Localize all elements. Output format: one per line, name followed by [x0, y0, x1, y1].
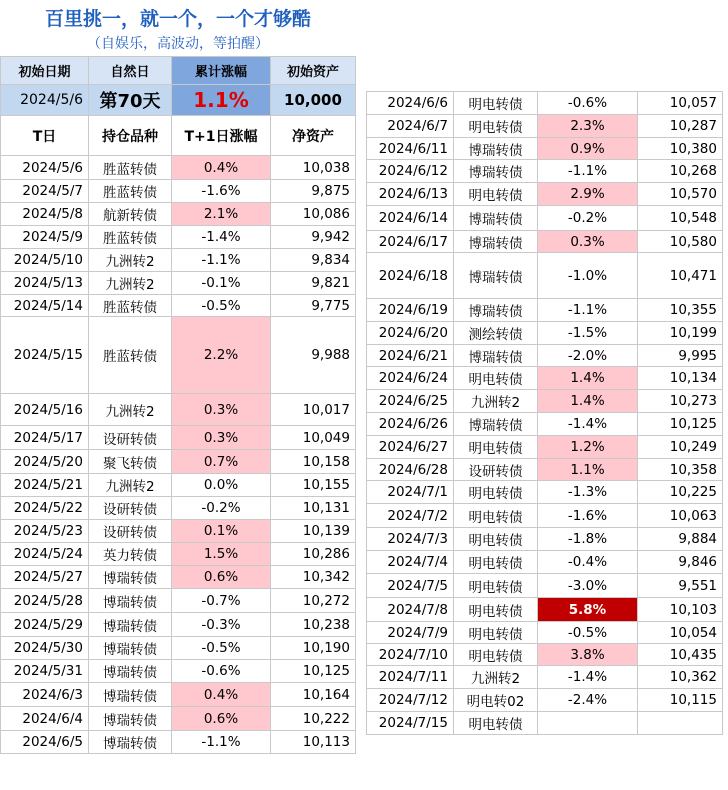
table-row	[367, 253, 723, 299]
date-cell: 2024/5/24	[1, 543, 89, 566]
holding-cell: 博瑞转债	[454, 345, 538, 367]
date-cell: 2024/6/12	[367, 160, 454, 183]
nav-cell: 10,435	[638, 644, 723, 666]
date-cell: 2024/5/27	[1, 566, 89, 589]
change-cell: 0.0%	[172, 474, 271, 497]
summary-start-date: 2024/5/6	[1, 85, 89, 116]
nav-cell: 10,038	[271, 156, 356, 180]
date-cell: 2024/7/12	[367, 689, 454, 712]
date-cell: 2024/6/27	[367, 436, 454, 459]
holding-cell: 胜蓝转债	[89, 317, 172, 394]
nav-cell: 9,846	[638, 551, 723, 574]
change-cell: -1.1%	[172, 249, 271, 272]
date-cell: 2024/5/10	[1, 249, 89, 272]
table-row	[1, 226, 356, 249]
date-cell: 2024/6/11	[367, 138, 454, 160]
holding-cell: 聚飞转债	[89, 450, 172, 474]
table-row	[367, 504, 723, 528]
table-row	[1, 156, 356, 180]
table-row	[367, 666, 723, 689]
change-cell: -1.8%	[538, 528, 638, 551]
change-cell: 0.9%	[538, 138, 638, 160]
table-row	[367, 92, 723, 115]
nav-cell: 10,287	[638, 115, 723, 138]
table-row	[367, 160, 723, 183]
nav-cell: 10,139	[271, 520, 356, 543]
holding-cell: 明电转债	[454, 644, 538, 666]
nav-cell: 10,268	[638, 160, 723, 183]
date-cell: 2024/7/5	[367, 574, 454, 598]
holding-cell: 九洲转2	[89, 272, 172, 295]
date-cell: 2024/6/25	[367, 390, 454, 413]
table-row	[367, 115, 723, 138]
change-cell: 1.5%	[172, 543, 271, 566]
table-row	[1, 394, 356, 426]
change-cell: -1.6%	[172, 180, 271, 203]
date-cell: 2024/7/3	[367, 528, 454, 551]
date-cell: 2024/5/29	[1, 613, 89, 637]
change-cell: 0.1%	[172, 520, 271, 543]
nav-cell: 9,821	[271, 272, 356, 295]
change-cell: -3.0%	[538, 574, 638, 598]
date-cell: 2024/7/8	[367, 598, 454, 622]
date-cell: 2024/5/15	[1, 317, 89, 394]
change-cell: -1.6%	[538, 504, 638, 528]
change-cell: -0.4%	[538, 551, 638, 574]
holding-cell: 博瑞转债	[454, 413, 538, 436]
nav-cell: 10,222	[271, 707, 356, 731]
holding-cell: 博瑞转债	[454, 253, 538, 299]
change-cell: 1.4%	[538, 390, 638, 413]
table-row	[1, 180, 356, 203]
header-start-date: 初始日期	[1, 57, 89, 85]
change-cell: 0.3%	[172, 394, 271, 426]
holding-cell: 明电转债	[454, 712, 538, 735]
table-row	[367, 345, 723, 367]
holding-cell: 明电转债	[454, 598, 538, 622]
date-cell: 2024/6/4	[1, 707, 89, 731]
table-row	[1, 317, 356, 394]
change-cell: 0.3%	[538, 231, 638, 253]
change-cell	[538, 712, 638, 735]
nav-cell: 10,380	[638, 138, 723, 160]
table-row	[367, 622, 723, 644]
holding-cell: 博瑞转债	[89, 566, 172, 589]
table-row	[1, 731, 356, 754]
holding-cell: 博瑞转债	[89, 731, 172, 754]
nav-cell: 9,551	[638, 574, 723, 598]
date-cell: 2024/7/15	[367, 712, 454, 735]
nav-cell: 10,238	[271, 613, 356, 637]
change-cell: 5.8%	[538, 598, 638, 622]
date-cell: 2024/5/31	[1, 660, 89, 683]
change-cell: -0.2%	[172, 497, 271, 520]
date-cell: 2024/7/2	[367, 504, 454, 528]
change-cell: 1.4%	[538, 367, 638, 390]
change-cell: 2.2%	[172, 317, 271, 394]
change-cell: 0.6%	[172, 707, 271, 731]
date-cell: 2024/6/17	[367, 231, 454, 253]
table-row	[1, 589, 356, 613]
change-cell: -0.6%	[172, 660, 271, 683]
table-row	[367, 436, 723, 459]
table-row	[367, 551, 723, 574]
table-row	[1, 295, 356, 317]
nav-cell: 10,063	[638, 504, 723, 528]
date-cell: 2024/6/24	[367, 367, 454, 390]
table-row	[1, 474, 356, 497]
holding-cell: 九洲转2	[454, 390, 538, 413]
table-row	[1, 707, 356, 731]
page-title: 百里挑一，就一个，一个才够酷	[44, 8, 311, 30]
nav-cell: 10,342	[271, 566, 356, 589]
table-row	[367, 574, 723, 598]
date-cell: 2024/5/16	[1, 394, 89, 426]
holding-cell: 明电转02	[454, 689, 538, 712]
holding-cell: 英力转债	[89, 543, 172, 566]
summary-natural-day: 第70天	[89, 85, 172, 116]
date-cell: 2024/7/1	[367, 481, 454, 504]
nav-cell: 10,049	[271, 426, 356, 450]
page-subtitle: （自娱乐，高波动，等拍醒）	[87, 36, 269, 52]
table-row	[367, 231, 723, 253]
change-cell: 2.9%	[538, 183, 638, 206]
holding-cell: 博瑞转债	[89, 683, 172, 707]
nav-cell: 9,942	[271, 226, 356, 249]
change-cell: -1.4%	[538, 666, 638, 689]
table-row	[367, 528, 723, 551]
column-header-row	[1, 116, 356, 156]
summary-init-asset: 10,000	[271, 85, 356, 116]
nav-cell: 10,086	[271, 203, 356, 226]
holding-cell: 九洲转2	[89, 394, 172, 426]
holding-cell: 明电转债	[454, 528, 538, 551]
nav-cell: 10,249	[638, 436, 723, 459]
change-cell: 2.3%	[538, 115, 638, 138]
change-cell: -0.5%	[172, 295, 271, 317]
nav-cell: 10,355	[638, 299, 723, 322]
change-cell: -1.0%	[538, 253, 638, 299]
holding-cell: 胜蓝转债	[89, 295, 172, 317]
change-cell: -0.5%	[172, 637, 271, 660]
table-row	[1, 566, 356, 589]
table-row	[367, 390, 723, 413]
date-cell: 2024/5/17	[1, 426, 89, 450]
holding-cell: 博瑞转债	[454, 138, 538, 160]
date-cell: 2024/6/28	[367, 459, 454, 481]
holding-cell: 明电转债	[454, 436, 538, 459]
table-row	[367, 712, 723, 735]
table-row	[1, 497, 356, 520]
nav-cell: 10,103	[638, 598, 723, 622]
table-row	[367, 598, 723, 622]
nav-cell: 10,017	[271, 394, 356, 426]
date-cell: 2024/5/7	[1, 180, 89, 203]
change-cell: -0.5%	[538, 622, 638, 644]
left-table	[0, 56, 356, 754]
nav-cell: 10,225	[638, 481, 723, 504]
change-cell: -1.1%	[538, 299, 638, 322]
holding-cell: 明电转债	[454, 92, 538, 115]
change-cell: 0.3%	[172, 426, 271, 450]
summary-row	[1, 85, 356, 116]
holding-cell: 博瑞转债	[89, 589, 172, 613]
date-cell: 2024/6/18	[367, 253, 454, 299]
table-row	[367, 183, 723, 206]
date-cell: 2024/7/11	[367, 666, 454, 689]
holding-cell: 测绘转债	[454, 322, 538, 345]
nav-cell: 10,125	[638, 413, 723, 436]
col-next-change: T+1日涨幅	[172, 116, 271, 156]
col-nav: 净资产	[271, 116, 356, 156]
date-cell: 2024/6/13	[367, 183, 454, 206]
header-natural-day: 自然日	[89, 57, 172, 85]
date-cell: 2024/6/3	[1, 683, 89, 707]
nav-cell: 10,362	[638, 666, 723, 689]
change-cell: 1.2%	[538, 436, 638, 459]
holding-cell: 九洲转2	[454, 666, 538, 689]
table-row	[1, 520, 356, 543]
nav-cell: 10,580	[638, 231, 723, 253]
change-cell: 0.4%	[172, 156, 271, 180]
date-cell: 2024/5/20	[1, 450, 89, 474]
nav-cell: 10,286	[271, 543, 356, 566]
change-cell: -1.3%	[538, 481, 638, 504]
holding-cell: 九洲转2	[89, 249, 172, 272]
change-cell: -1.5%	[538, 322, 638, 345]
holding-cell: 明电转债	[454, 481, 538, 504]
date-cell: 2024/6/7	[367, 115, 454, 138]
holding-cell: 设研转债	[89, 520, 172, 543]
holding-cell: 博瑞转债	[89, 637, 172, 660]
header-cum-change: 累计涨幅	[172, 57, 271, 85]
date-cell: 2024/7/4	[367, 551, 454, 574]
holding-cell: 明电转债	[454, 551, 538, 574]
holding-cell: 设研转债	[89, 426, 172, 450]
nav-cell: 10,358	[638, 459, 723, 481]
nav-cell: 9,775	[271, 295, 356, 317]
header-row	[1, 57, 356, 85]
col-holding: 持仓品种	[89, 116, 172, 156]
nav-cell: 9,875	[271, 180, 356, 203]
nav-cell: 10,190	[271, 637, 356, 660]
table-row	[1, 203, 356, 226]
header-init-asset: 初始资产	[271, 57, 356, 85]
change-cell: -0.1%	[172, 272, 271, 295]
col-t-day: T日	[1, 116, 89, 156]
table-row	[367, 459, 723, 481]
nav-cell: 10,134	[638, 367, 723, 390]
holding-cell: 博瑞转债	[454, 299, 538, 322]
table-row	[367, 481, 723, 504]
nav-cell: 10,131	[271, 497, 356, 520]
summary-cum-change: 1.1%	[172, 85, 271, 116]
nav-cell: 10,115	[638, 689, 723, 712]
date-cell: 2024/6/14	[367, 206, 454, 231]
date-cell: 2024/5/28	[1, 589, 89, 613]
change-cell: -0.7%	[172, 589, 271, 613]
table-row	[367, 367, 723, 390]
holding-cell: 明电转债	[454, 115, 538, 138]
date-cell: 2024/6/20	[367, 322, 454, 345]
holding-cell: 明电转债	[454, 367, 538, 390]
table-row	[1, 543, 356, 566]
nav-cell: 10,113	[271, 731, 356, 754]
table-row	[1, 683, 356, 707]
nav-cell: 10,471	[638, 253, 723, 299]
change-cell: -1.1%	[538, 160, 638, 183]
nav-cell: 10,548	[638, 206, 723, 231]
nav-cell: 9,834	[271, 249, 356, 272]
nav-cell: 10,164	[271, 683, 356, 707]
holding-cell: 明电转债	[454, 622, 538, 644]
change-cell: -1.1%	[172, 731, 271, 754]
date-cell: 2024/6/19	[367, 299, 454, 322]
change-cell: 1.1%	[538, 459, 638, 481]
change-cell: -2.4%	[538, 689, 638, 712]
holding-cell: 胜蓝转债	[89, 226, 172, 249]
holding-cell: 博瑞转债	[89, 660, 172, 683]
date-cell: 2024/5/30	[1, 637, 89, 660]
table-row	[1, 426, 356, 450]
nav-cell: 10,155	[271, 474, 356, 497]
nav-cell: 10,054	[638, 622, 723, 644]
table-row	[367, 299, 723, 322]
date-cell: 2024/5/14	[1, 295, 89, 317]
date-cell: 2024/6/21	[367, 345, 454, 367]
date-cell: 2024/5/22	[1, 497, 89, 520]
change-cell: -0.2%	[538, 206, 638, 231]
date-cell: 2024/7/10	[367, 644, 454, 666]
change-cell: -1.4%	[538, 413, 638, 436]
nav-cell: 10,273	[638, 390, 723, 413]
holding-cell: 明电转债	[454, 504, 538, 528]
change-cell: 2.1%	[172, 203, 271, 226]
change-cell: 0.6%	[172, 566, 271, 589]
table-row	[1, 272, 356, 295]
nav-cell: 10,125	[271, 660, 356, 683]
nav-cell: 9,988	[271, 317, 356, 394]
nav-cell: 10,272	[271, 589, 356, 613]
change-cell: 0.4%	[172, 683, 271, 707]
change-cell: -0.6%	[538, 92, 638, 115]
nav-cell: 10,570	[638, 183, 723, 206]
table-row	[1, 249, 356, 272]
table-row	[367, 206, 723, 231]
table-row	[367, 644, 723, 666]
change-cell: 0.7%	[172, 450, 271, 474]
table-row	[1, 637, 356, 660]
change-cell: -2.0%	[538, 345, 638, 367]
holding-cell: 博瑞转债	[454, 206, 538, 231]
holding-cell: 博瑞转债	[454, 160, 538, 183]
nav-cell: 10,158	[271, 450, 356, 474]
date-cell: 2024/5/9	[1, 226, 89, 249]
date-cell: 2024/5/6	[1, 156, 89, 180]
nav-cell: 9,995	[638, 345, 723, 367]
table-row	[1, 660, 356, 683]
date-cell: 2024/5/21	[1, 474, 89, 497]
date-cell: 2024/6/6	[367, 92, 454, 115]
holding-cell: 航新转债	[89, 203, 172, 226]
table-row	[1, 613, 356, 637]
holding-cell: 博瑞转债	[89, 707, 172, 731]
holding-cell: 博瑞转债	[454, 231, 538, 253]
date-cell: 2024/5/13	[1, 272, 89, 295]
date-cell: 2024/7/9	[367, 622, 454, 644]
right-table	[366, 91, 723, 735]
change-cell: -0.3%	[172, 613, 271, 637]
table-row	[367, 689, 723, 712]
table-row	[367, 138, 723, 160]
holding-cell: 明电转债	[454, 574, 538, 598]
change-cell: 3.8%	[538, 644, 638, 666]
nav-cell: 10,199	[638, 322, 723, 345]
holding-cell: 九洲转2	[89, 474, 172, 497]
date-cell: 2024/6/26	[367, 413, 454, 436]
nav-cell	[638, 712, 723, 735]
nav-cell: 9,884	[638, 528, 723, 551]
table-row	[1, 450, 356, 474]
nav-cell: 10,057	[638, 92, 723, 115]
holding-cell: 设研转债	[454, 459, 538, 481]
holding-cell: 博瑞转债	[89, 613, 172, 637]
holding-cell: 胜蓝转债	[89, 180, 172, 203]
table-row	[367, 322, 723, 345]
change-cell: -1.4%	[172, 226, 271, 249]
table-row	[367, 413, 723, 436]
date-cell: 2024/5/23	[1, 520, 89, 543]
date-cell: 2024/5/8	[1, 203, 89, 226]
holding-cell: 明电转债	[454, 183, 538, 206]
date-cell: 2024/6/5	[1, 731, 89, 754]
holding-cell: 胜蓝转债	[89, 156, 172, 180]
holding-cell: 设研转债	[89, 497, 172, 520]
